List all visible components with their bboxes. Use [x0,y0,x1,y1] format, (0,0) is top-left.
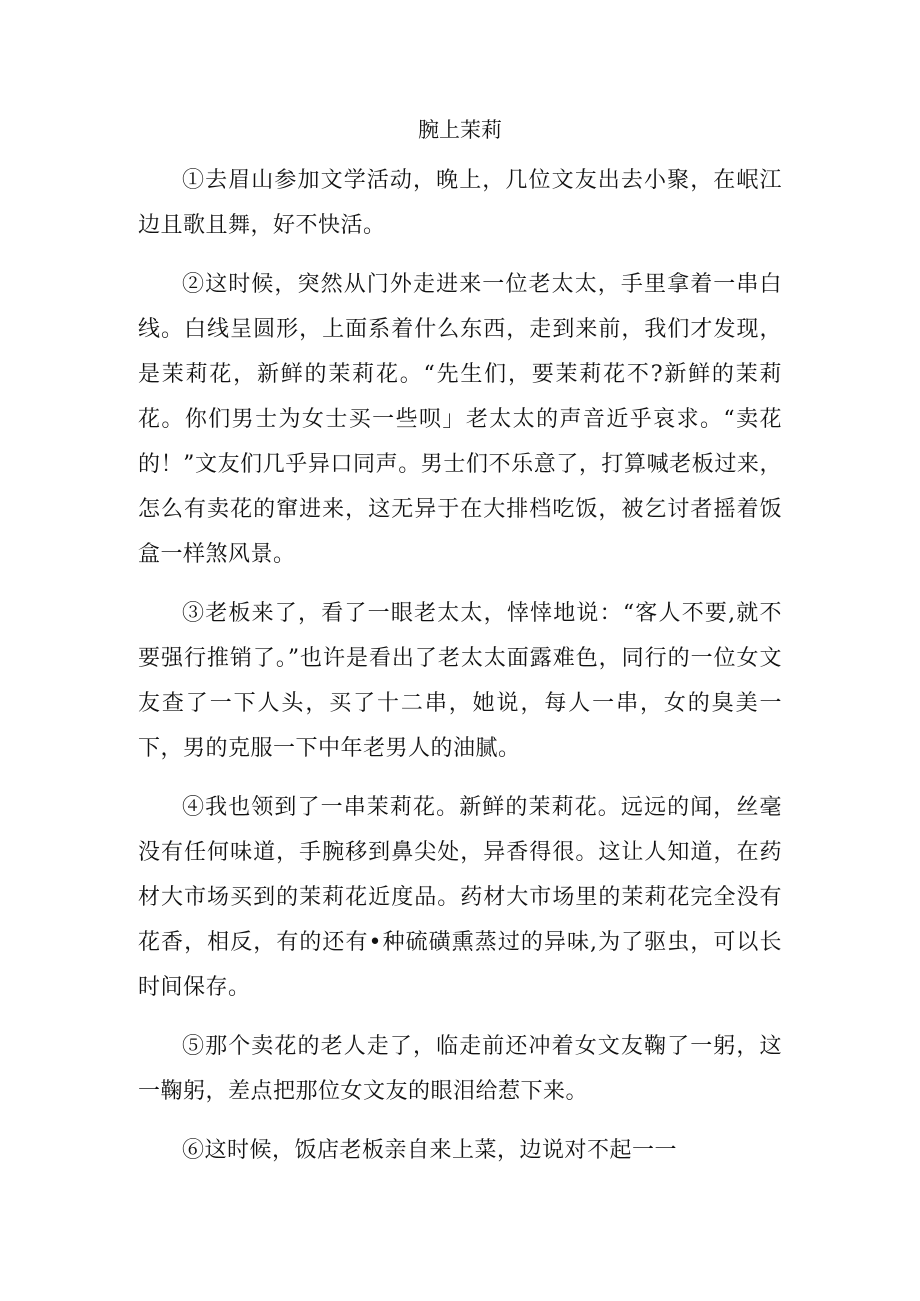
paragraph-5: ⑤那个卖花的老人走了，临走前还冲着女文友鞠了一躬，这一鞠躬，差点把那位女文友的眼泪给惹下来。 [138,1034,782,1104]
paragraph-3: ③老板来了，看了一眼老太太，悻悻地说：“客人不要,就不要强行推销了。”也许是看出了老太太面露难色，同行的一位女文友查了一下人头，买了十二串，她说，每人一串，女的臭美一下，男的克服一下中年老男人的油腻。 [138,601,782,761]
paragraph-6: ⑥这时候，饭店老板亲自来上菜，边说对不起一一 [182,1138,678,1163]
paragraph-2: ②这时候，突然从门外走进来一位老太太，手里拿着一串白线。白线呈圆形，上面系着什么东西，走到来前，我们才发现，是茉莉花，新鲜的茉莉花。“先生们，要茉莉花不?新鲜的茉莉花。你们男士为女士买一些呗」老太太的声音近乎哀求。“卖花的！”文友们几乎异口同声。男士们不乐意了，打算喊老板过来，怎么有卖花的窜进来，这无异于在大排档吃饭，被乞讨者摇着饭盒一样煞风景。 [138,272,782,567]
document-body [138,158,782,1187]
document-title: 腕上茉莉 [418,118,502,142]
paragraph-4: ④我也领到了一串茉莉花。新鲜的茉莉花。远远的闻，丝毫没有任何味道，手腕移到鼻尖处，异香得很。这让人知道，在药材大市场买到的茉莉花近度品。药材大市场里的茉莉花完全没有花香，相反，有的还有•种硫磺熏蒸过的异味,为了驱虫，可以长时间保存。 [138,795,782,1000]
paragraph-1: ①去眉山参加文学活动，晚上，几位文友出去小聚，在岷江边且歌且舞，好不快活。 [138,168,782,238]
